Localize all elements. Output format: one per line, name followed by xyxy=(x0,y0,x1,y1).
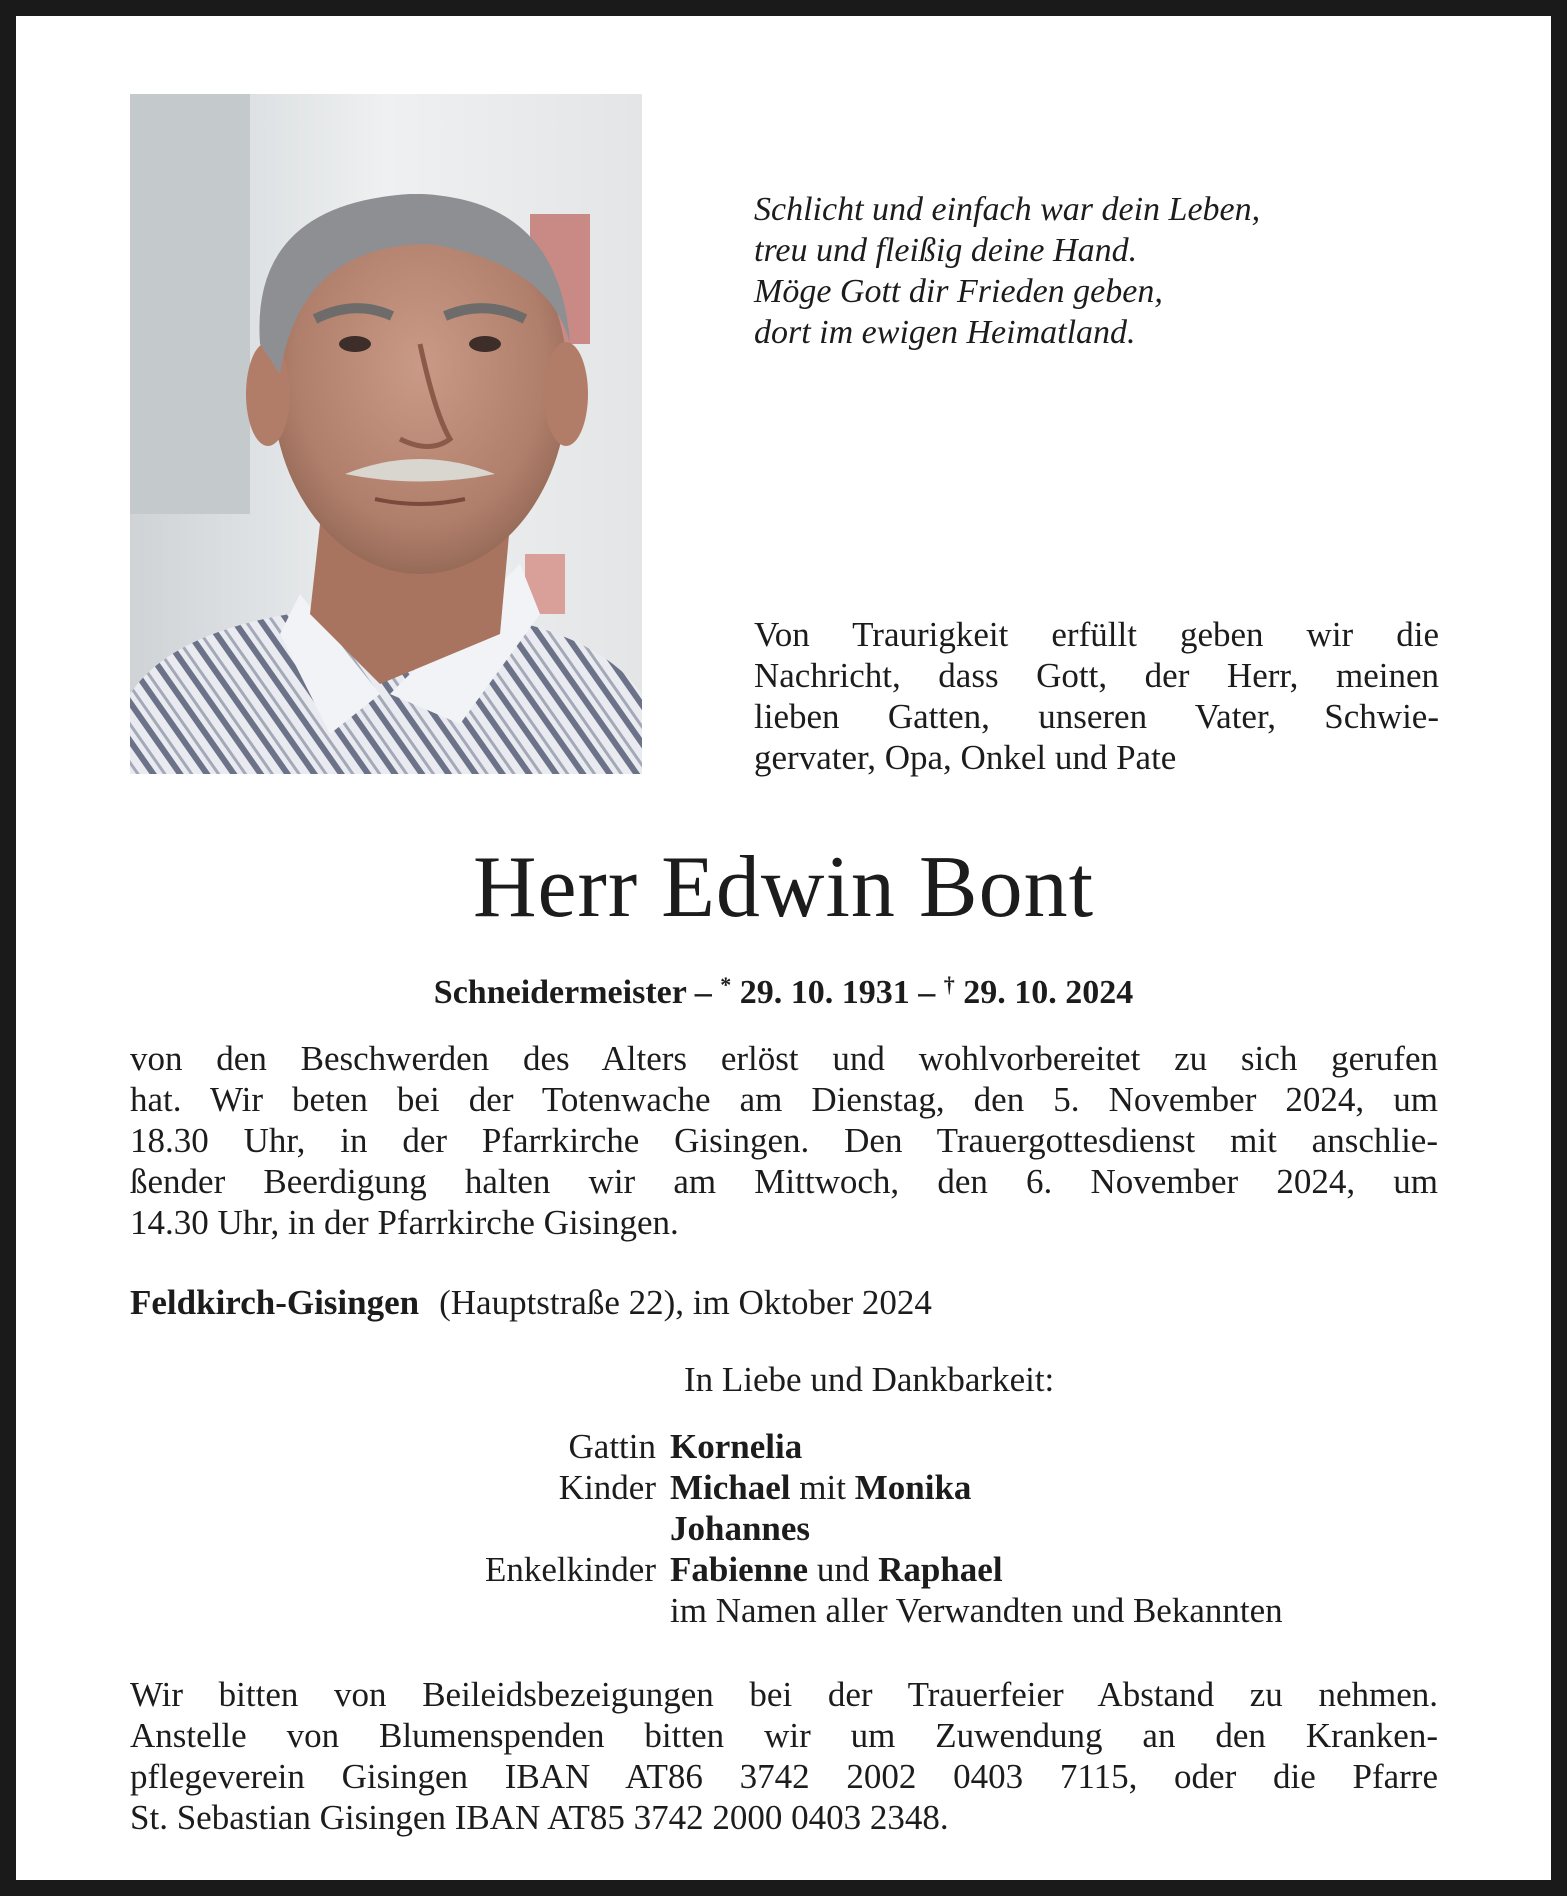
family-row xyxy=(130,1549,1440,1590)
body-line: ßender Beerdigung halten wir am Mittwoch, den 6. November 2024, um xyxy=(130,1162,1438,1201)
intro-text xyxy=(754,614,1439,778)
poem-line: dort im ewigen Heimatland. xyxy=(754,314,1136,351)
family-list xyxy=(130,1426,1440,1631)
announcement-text xyxy=(130,1038,1438,1243)
body-line: 14.30 Uhr, in der Pfarrkirche Gisingen. xyxy=(130,1203,679,1242)
place-date xyxy=(130,1282,1438,1323)
poem-line: Schlicht und einfach war dein Leben, xyxy=(754,191,1261,228)
intro-line: Von Traurigkeit erfüllt geben wir die xyxy=(754,615,1439,654)
closing-line: Wir bitten von Beileidsbezeigungen bei der Trauerfeier Abstand zu nehmen. xyxy=(130,1675,1438,1714)
family-names xyxy=(670,1549,1440,1590)
spouse-name: Kornelia xyxy=(670,1427,803,1466)
partner-name: Monika xyxy=(854,1468,972,1507)
life-dates xyxy=(16,964,1551,1014)
birth-date: 29. 10. 1931 xyxy=(739,974,910,1011)
closing-line: pflegeverein Gisingen IBAN AT86 3742 2002 0403 7115, oder die Pfarre xyxy=(130,1757,1438,1796)
grandchild-name: Raphael xyxy=(878,1550,1003,1589)
intro-line: gervater, Opa, Onkel und Pate xyxy=(754,738,1177,777)
family-row xyxy=(130,1590,1440,1631)
deceased-name: Herr Edwin Bont xyxy=(472,839,1095,936)
closing-line: Anstelle von Blumenspenden bitten wir um Zuwendung an den Kranken- xyxy=(130,1716,1438,1755)
child-name: Johannes xyxy=(670,1509,811,1548)
body-line: von den Beschwerden des Alters erlöst und wohlvorbereitet zu sich gerufen xyxy=(130,1039,1438,1078)
family-row xyxy=(130,1467,1440,1508)
conjunction: mit xyxy=(799,1468,846,1507)
relatives-line: im Namen aller Verwandten und Bekannten xyxy=(670,1591,1283,1630)
thanks-line: In Liebe und Dankbarkeit: xyxy=(684,1360,1055,1399)
child-name: Michael xyxy=(670,1468,791,1507)
body-line: 18.30 Uhr, in der Pfarrkirche Gisingen. Den Trauergottesdienst mit anschlie- xyxy=(130,1121,1438,1160)
portrait-photo xyxy=(130,94,642,774)
intro-line: Nachricht, dass Gott, der Herr, meinen xyxy=(754,656,1439,695)
separator: – xyxy=(918,974,936,1011)
closing-line: St. Sebastian Gisingen IBAN AT85 3742 2000 0403 2348. xyxy=(130,1798,949,1837)
profession: Schneidermeister xyxy=(433,974,687,1011)
family-row xyxy=(130,1508,1440,1549)
obituary-page xyxy=(16,16,1551,1880)
family-names xyxy=(670,1508,1440,1549)
death-date: 29. 10. 2024 xyxy=(963,974,1134,1011)
family-names xyxy=(670,1467,1440,1508)
poem-line: treu und fleißig deine Hand. xyxy=(754,232,1138,269)
town: Feldkirch-Gisingen xyxy=(130,1283,420,1322)
closing-text xyxy=(130,1674,1438,1838)
grandchild-name: Fabienne xyxy=(670,1550,809,1589)
conjunction: und xyxy=(816,1550,870,1589)
relation-label: Gattin xyxy=(568,1427,656,1466)
poem xyxy=(754,189,1494,353)
family-row xyxy=(130,1426,1440,1467)
intro-line: lieben Gatten, unseren Vater, Schwie- xyxy=(754,697,1439,736)
death-symbol: † xyxy=(943,972,955,997)
body-line: hat. Wir beten bei der Totenwache am Dienstag, den 5. November 2024, um xyxy=(130,1080,1438,1119)
separator: – xyxy=(694,974,712,1011)
poem-line: Möge Gott dir Frieden geben, xyxy=(754,273,1163,310)
birth-symbol: * xyxy=(720,972,732,997)
address-date: (Hauptstraße 22), im Oktober 2024 xyxy=(439,1283,932,1322)
portrait-image xyxy=(130,94,642,774)
relation-label: Kinder xyxy=(558,1468,656,1507)
relation-label: Enkelkinder xyxy=(484,1550,656,1589)
family-names xyxy=(670,1426,1440,1467)
